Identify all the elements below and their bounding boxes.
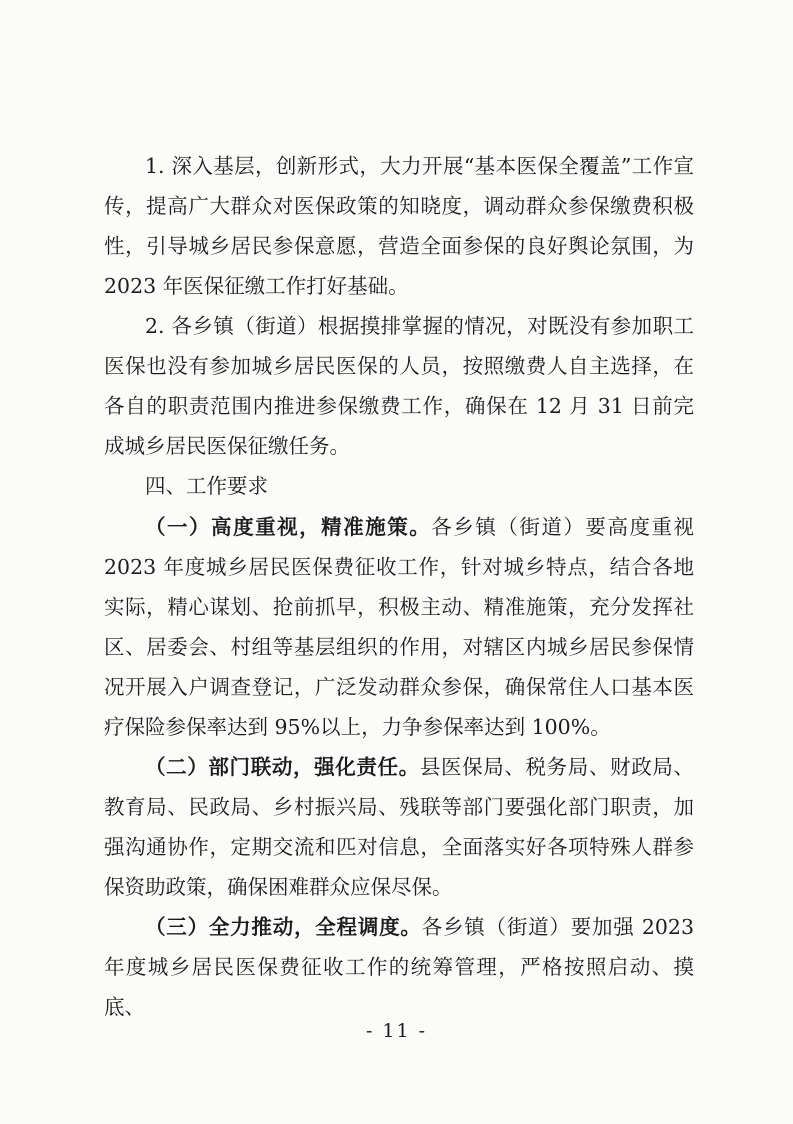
page-number: - 11 -: [365, 1020, 428, 1042]
requirement-item-3-title: （三）全力推动，全程调度。: [145, 915, 422, 939]
paragraph-1: 1. 深入基层，创新形式，大力开展“基本医保全覆盖”工作宣传，提高广大群众对医保政策的知晓度，调动群众参保缴费积极性，引导城乡居民参保意愿，营造全面参保的良好舆论氛围，为 2023 年医保征缴工作打好基础。: [104, 154, 694, 298]
requirement-item-3-text: 各乡镇（街道）要加强 2023 年度城乡居民医保费征收工作的统筹管理，严格按照启动、摸底、: [104, 915, 695, 1019]
requirement-item-1: [104, 507, 694, 747]
paragraph-2: 2. 各乡镇（街道）根据摸排掌握的情况，对既没有参加职工医保也没有参加城乡居民医保的人员，按照缴费人自主选择，在各自的职责范围内推进参保缴费工作，确保在 12 月 31 日前完成城乡居民医保征缴任务。: [104, 314, 694, 458]
requirement-item-2: [104, 747, 694, 907]
document-body: [104, 146, 694, 1027]
requirement-item-3: [104, 907, 694, 1027]
requirement-item-1-text: 各乡镇（街道）要高度重视 2023 年度城乡居民医保费征收工作，针对城乡特点，结合各地实际，精心谋划、抢前抓早，积极主动、精准施策，充分发挥社区、居委会、村组等基层组织的作用，对辖区内城乡居民参保情况开展入户调查登记，广泛发动群众参保，确保常住人口基本医疗保险参保率达到 95%以上，力争参保率达到 100%。: [104, 515, 695, 739]
requirement-item-2-title: （二）部门联动，强化责任。: [145, 755, 420, 779]
section-heading: 四、工作要求: [145, 474, 268, 498]
requirement-item-2-text: 县医保局、税务局、财政局、教育局、民政局、乡村振兴局、残联等部门要强化部门职责，加强沟通协作，定期交流和匹对信息，全面落实好各项特殊人群参保资助政策，确保困难群众应保尽保。: [104, 755, 695, 899]
requirement-item-1-title: （一）高度重视，精准施策。: [145, 515, 432, 539]
